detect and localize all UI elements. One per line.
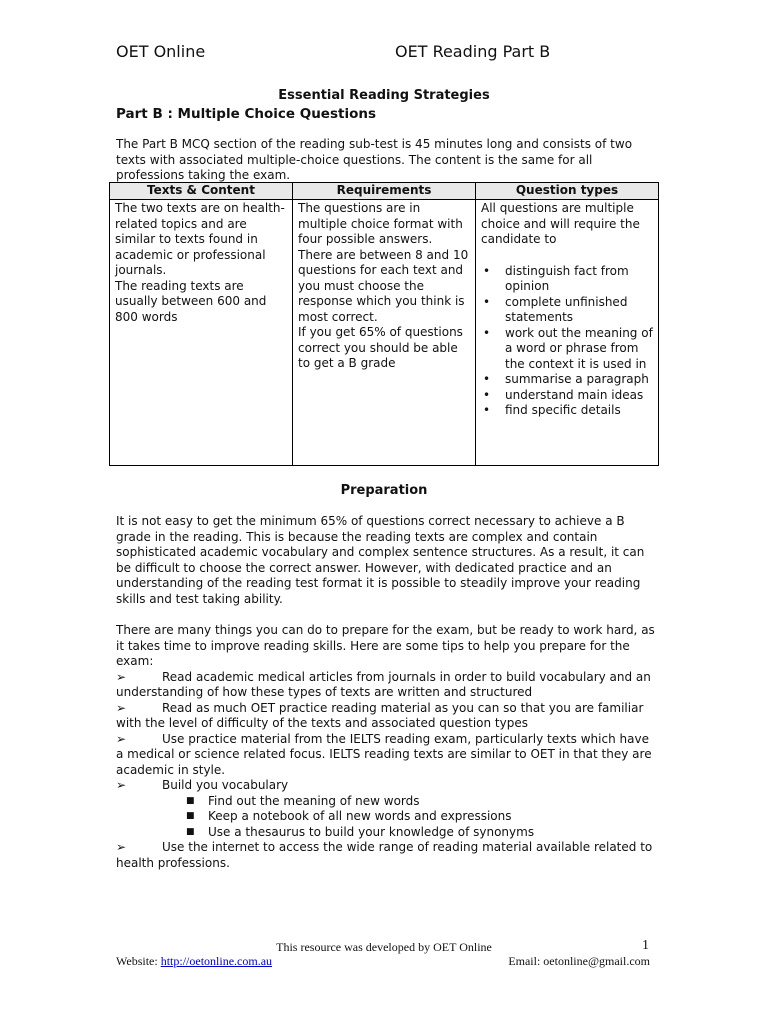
- list-item: • distinguish fact from opinion: [483, 263, 629, 293]
- tip-item: ➢ Build you vocabulary: [116, 778, 289, 792]
- tip-item: ➢ Use the internet to access the wide range of reading material available related to health professions.: [116, 840, 653, 870]
- document-title: Essential Reading Strategies: [278, 88, 490, 103]
- tip-item: ➢ Read as much OET practice reading material as you can so that you are familiar with the level of difficulty of the texts and associated question types: [116, 700, 644, 730]
- cell-requirements: [293, 200, 476, 466]
- document-subtitle: Part B : Multiple Choice Questions: [116, 106, 377, 122]
- list-item: • summarise a paragraph: [483, 372, 649, 386]
- preparation-tips-block: [116, 623, 656, 871]
- website-link[interactable]: http://oetonline.com.au: [160, 954, 273, 968]
- requirements-table: [109, 182, 659, 466]
- header-right: OET Reading Part B: [395, 42, 551, 61]
- texts-content-text: The two texts are on health-related topics and are similar to texts found in academic or professional journals. The reading texts are usually between 600 and 800 words: [115, 201, 285, 324]
- list-item: ■ Use a thesaurus to build your knowledge of synonyms: [186, 824, 535, 839]
- arrow-bullet-icon: ➢: [116, 700, 127, 715]
- footer-email: Email: oetonline@gmail.com: [508, 954, 650, 968]
- intro-paragraph: The Part B MCQ section of the reading sub-test is 45 minutes long and consists of two texts with associated multiple-choice questions. The content is the same for all professions taking the exam.: [116, 137, 633, 182]
- arrow-bullet-icon: ➢: [116, 778, 127, 792]
- question-types-list: [481, 264, 653, 419]
- requirements-text: The questions are in multiple choice format with four possible answers. There are between 8 and 10 questions for each text and you must choose the response which you think is most correct. If you get 65% of questions correct you should be able to get a B grade: [298, 201, 469, 370]
- header-texts-content: Texts & Content: [110, 183, 293, 200]
- preparation-paragraph-2: There are many things you can do to prepare for the exam, but be ready to work hard, as it takes time to improve reading skills. Here are some tips to help you prepare for the exam:: [116, 623, 655, 668]
- question-types-intro: All questions are multiple choice and will require the candidate to: [481, 201, 640, 246]
- list-item: • find specific details: [483, 403, 621, 417]
- bullet-icon: •: [483, 403, 491, 417]
- header-question-types: Question types: [476, 183, 659, 200]
- header-left: OET Online: [116, 42, 206, 61]
- square-bullet-icon: ■: [186, 826, 195, 837]
- tip-item: ➢ Use practice material from the IELTS reading exam, particularly texts which have a medical or science related focus. IELTS reading texts are similar to OET in that they are academic in style.: [116, 731, 652, 777]
- preparation-paragraph-1: It is not easy to get the minimum 65% of questions correct necessary to achieve a B grade in the reading. This is because the reading texts are complex and contain sophisticated academic vocabulary and complex sentence structures. As a result, it can be difficult to choose the correct answer. However, with dedicated practice and an understanding of the reading test format it is possible to steadily improve your reading skills and test taking ability.: [116, 514, 645, 606]
- square-bullet-icon: ■: [186, 795, 195, 806]
- preparation-heading: Preparation: [340, 483, 428, 498]
- bullet-icon: •: [483, 372, 491, 386]
- tip-item: ➢ Read academic medical articles from journals in order to build vocabulary and an understanding of how these types of texts are written and structured: [116, 669, 651, 699]
- footer-resource: This resource was developed by OET Online: [276, 940, 492, 954]
- page-number: 1: [642, 938, 649, 953]
- bullet-icon: •: [483, 387, 491, 402]
- list-item: ■ Find out the meaning of new words: [186, 793, 420, 808]
- square-bullet-icon: ■: [186, 811, 195, 821]
- list-item: • work out the meaning of a word or phrase from the context it is used in: [483, 325, 653, 371]
- cell-question-types: [476, 200, 659, 466]
- website-label: Website:: [116, 954, 161, 968]
- header-requirements: Requirements: [293, 183, 476, 200]
- arrow-bullet-icon: ➢: [116, 669, 127, 684]
- list-item: • complete unfinished statements: [483, 294, 628, 324]
- bullet-icon: •: [483, 325, 491, 340]
- list-item: ■ Keep a notebook of all new words and expressions: [186, 809, 512, 823]
- footer-website: [116, 954, 272, 969]
- table-header-row: [110, 183, 659, 200]
- list-item: • understand main ideas: [483, 387, 644, 402]
- bullet-icon: •: [483, 263, 491, 278]
- arrow-bullet-icon: ➢: [116, 731, 127, 746]
- table-row: [110, 200, 659, 466]
- vocab-tips-list: [116, 794, 656, 841]
- cell-texts-content: [110, 200, 293, 466]
- bullet-icon: •: [483, 294, 491, 309]
- arrow-bullet-icon: ➢: [116, 840, 127, 854]
